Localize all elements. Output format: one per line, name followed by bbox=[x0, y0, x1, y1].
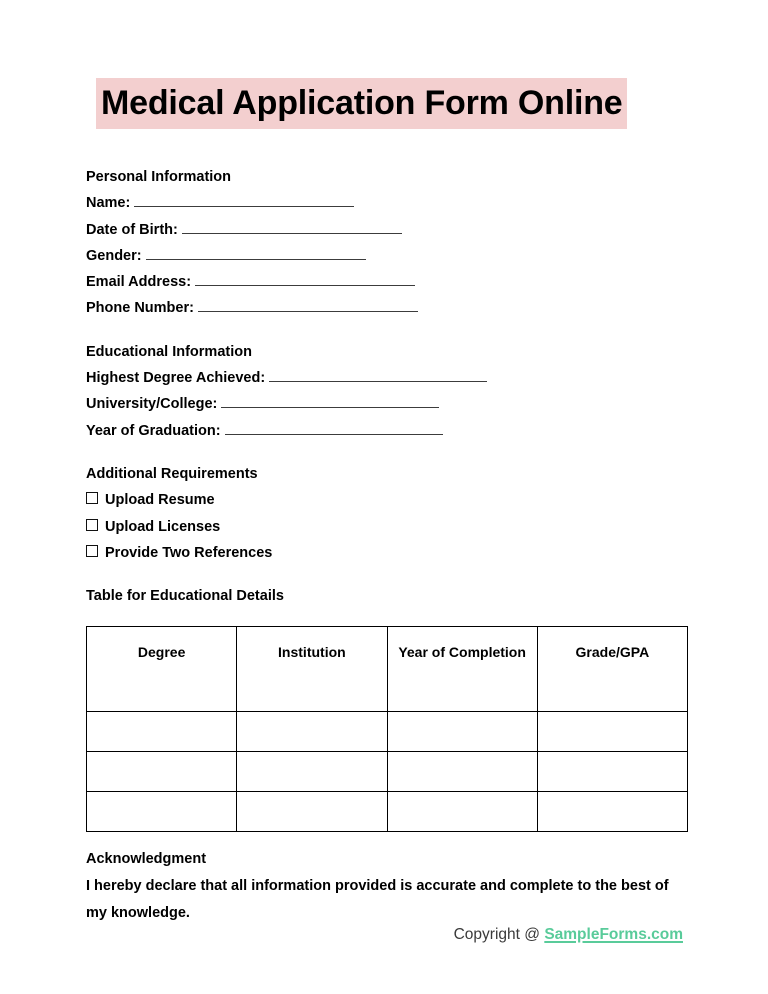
table-cell[interactable] bbox=[537, 752, 687, 792]
table-cell[interactable] bbox=[87, 752, 237, 792]
table-cell[interactable] bbox=[237, 712, 387, 752]
copyright-text: Copyright @ bbox=[453, 926, 540, 943]
section-heading-educational-table: Table for Educational Details bbox=[86, 588, 284, 605]
table-cell[interactable] bbox=[387, 712, 537, 752]
field-blank-email-address[interactable] bbox=[195, 272, 415, 286]
table-column-header-degree: Degree bbox=[87, 627, 237, 712]
checkbox-icon-upload-licenses[interactable] bbox=[86, 519, 98, 531]
acknowledgment-text: I hereby declare that all information provided is accurate and complete to the best of my knowledge. bbox=[86, 877, 669, 921]
checkbox-label-upload-resume: Upload Resume bbox=[105, 492, 215, 509]
checkbox-row-provide-two-references[interactable] bbox=[86, 540, 686, 566]
sampleforms-link[interactable]: SampleForms.com bbox=[544, 926, 683, 943]
section-heading-additional-requirements: Additional Requirements bbox=[86, 465, 258, 482]
field-label-name: Name: bbox=[86, 195, 131, 212]
field-email-address bbox=[86, 269, 686, 295]
section-heading-personal-information: Personal Information bbox=[86, 169, 232, 185]
field-blank-university-college[interactable] bbox=[221, 394, 439, 408]
field-gender bbox=[86, 243, 686, 269]
table-cell[interactable] bbox=[87, 792, 237, 832]
field-label-date-of-birth: Date of Birth: bbox=[86, 221, 178, 238]
spacer bbox=[86, 444, 686, 461]
checkbox-row-upload-resume[interactable] bbox=[86, 487, 686, 513]
section-heading-acknowledgment: Acknowledgment bbox=[86, 851, 207, 868]
field-blank-name[interactable] bbox=[134, 193, 354, 207]
field-year-of-graduation bbox=[86, 418, 686, 444]
field-name bbox=[86, 190, 686, 216]
educational-details-table-wrapper bbox=[86, 626, 686, 832]
field-blank-highest-degree-achieved[interactable] bbox=[269, 368, 487, 382]
checkbox-icon-provide-two-references[interactable] bbox=[86, 545, 98, 557]
checkbox-icon-upload-resume[interactable] bbox=[86, 492, 98, 504]
field-phone-number bbox=[86, 295, 686, 321]
table-column-header-grade-gpa: Grade/GPA bbox=[537, 627, 687, 712]
field-blank-date-of-birth[interactable] bbox=[182, 219, 402, 233]
table-cell[interactable] bbox=[87, 712, 237, 752]
checkbox-label-provide-two-references: Provide Two References bbox=[105, 544, 273, 561]
field-label-year-of-graduation: Year of Graduation: bbox=[86, 422, 221, 439]
table-column-header-institution: Institution bbox=[237, 627, 387, 712]
table-cell[interactable] bbox=[537, 792, 687, 832]
spacer bbox=[86, 566, 686, 583]
table-row bbox=[87, 712, 688, 752]
table-cell[interactable] bbox=[237, 792, 387, 832]
field-label-gender: Gender: bbox=[86, 247, 142, 264]
checkbox-label-upload-licenses: Upload Licenses bbox=[105, 518, 221, 535]
table-cell[interactable] bbox=[387, 752, 537, 792]
table-header-row bbox=[87, 627, 688, 712]
field-blank-gender[interactable] bbox=[146, 246, 366, 260]
footer bbox=[0, 926, 683, 944]
table-cell[interactable] bbox=[537, 712, 687, 752]
field-label-phone-number: Phone Number: bbox=[86, 300, 194, 317]
field-blank-year-of-graduation[interactable] bbox=[225, 420, 443, 434]
checkbox-row-upload-licenses[interactable] bbox=[86, 514, 686, 540]
field-date-of-birth bbox=[86, 217, 686, 243]
table-cell[interactable] bbox=[237, 752, 387, 792]
page-title: Medical Application Form Online bbox=[96, 78, 627, 129]
table-cell[interactable] bbox=[387, 792, 537, 832]
field-label-highest-degree-achieved: Highest Degree Achieved: bbox=[86, 370, 266, 387]
field-label-university-college: University/College: bbox=[86, 396, 218, 413]
table-row bbox=[87, 792, 688, 832]
spacer bbox=[86, 322, 686, 339]
field-highest-degree-achieved bbox=[86, 365, 686, 391]
table-row bbox=[87, 752, 688, 792]
educational-details-table bbox=[86, 626, 688, 832]
table-column-header-year-of-completion: Year of Completion bbox=[387, 627, 537, 712]
field-label-email-address: Email Address: bbox=[86, 274, 192, 291]
field-university-college bbox=[86, 391, 686, 417]
field-blank-phone-number[interactable] bbox=[198, 298, 418, 312]
document-body bbox=[86, 164, 686, 927]
section-heading-educational-information: Educational Information bbox=[86, 343, 252, 360]
